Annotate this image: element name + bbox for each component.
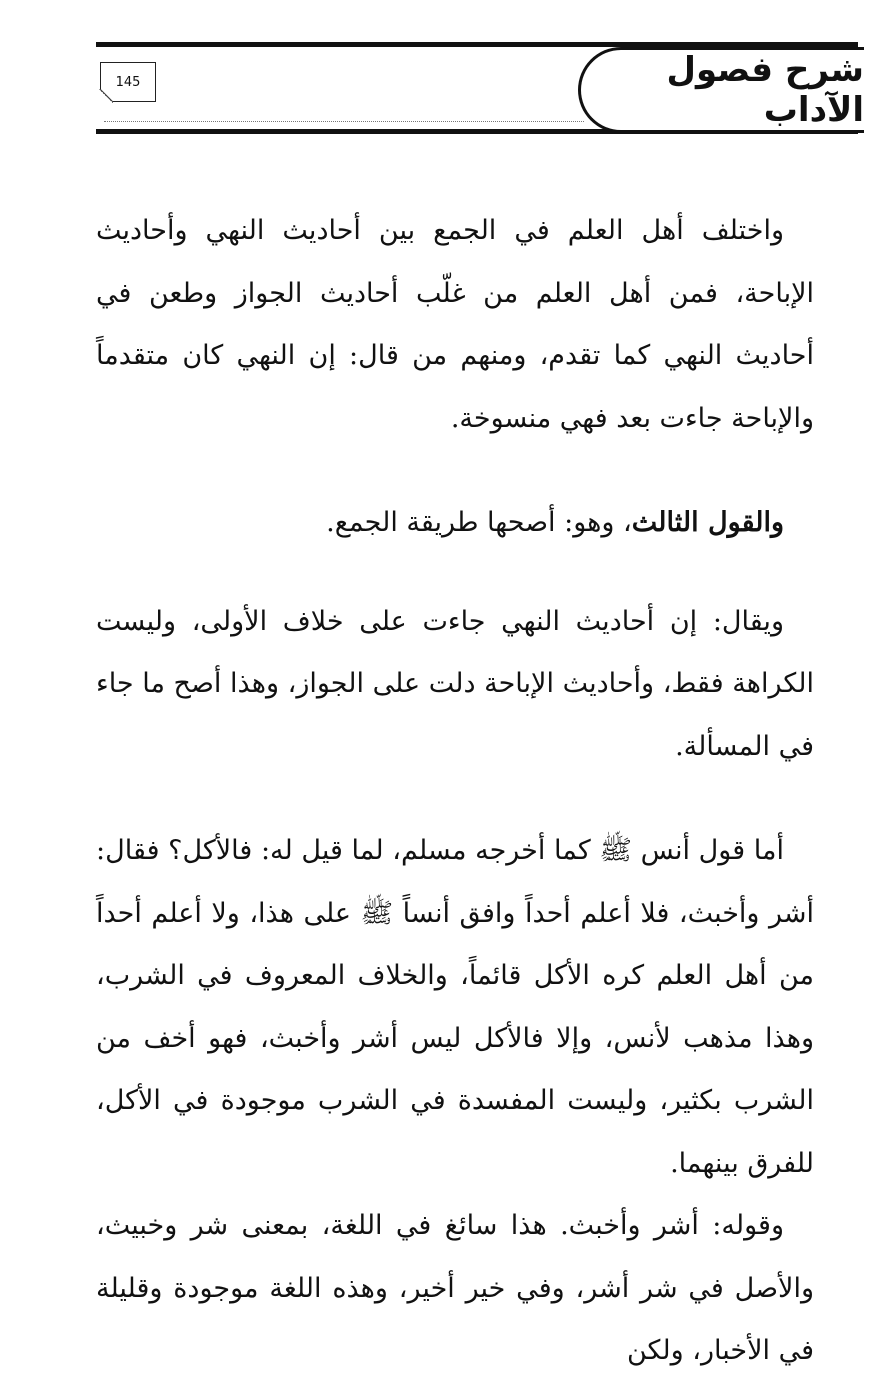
paragraph-2 <box>96 492 814 555</box>
paragraph-5-text: وقوله: أشر وأخبث. هذا سائغ في اللغة، بمعنى شر وخبيث، والأصل في شر أشر، وفي خير أخير، وهذه اللغة موجودة وقليلة في الأخبار، ولكن <box>96 1210 814 1366</box>
book-title: شرح فصول الآداب <box>666 50 864 130</box>
page-number-box <box>100 62 156 102</box>
paragraph-5 <box>96 1195 814 1383</box>
paragraph-3 <box>96 591 814 779</box>
paragraph-1-text: واختلف أهل العلم في الجمع بين أحاديث النهي وأحاديث الإباحة، فمن أهل العلم من غلّب أحاديث الجواز وطعن في أحاديث النهي كما تقدم، ومنهم من قال: إن النهي كان متقدماً والإباحة جاءت بعد فهي منسوخة. <box>96 215 814 434</box>
page-header <box>96 38 864 138</box>
page-number: 145 <box>115 74 141 90</box>
paragraph-2-text: ، وهو: أصحها طريقة الجمع. <box>326 507 632 538</box>
paragraph-1 <box>96 200 814 450</box>
paragraph-4-text: أما قول أنس ﷺ كما أخرجه مسلم، لما قيل له: فالأكل؟ فقال: أشر وأخبث، فلا أعلم أحداً وافق أنساً ﷺ على هذا، ولا أعلم أحداً من أهل العلم كره الأكل قائماً، والخلاف المعروف في الشرب، وهذا مذهب لأنس، وإلا فالأكل ليس أشر وأخبث، فهو أخف من الشرب بكثير، وليست المفسدة في الشرب موجودة في الأكل، للفرق بينهما. <box>96 835 814 1179</box>
paragraph-3-text: ويقال: إن أحاديث النهي جاءت على خلاف الأولى، وليست الكراهة فقط، وأحاديث الإباحة دلت على الجواز، وهذا أصح ما جاء في المسألة. <box>96 605 814 762</box>
paragraph-4 <box>96 820 814 1195</box>
page-body <box>96 200 814 1383</box>
title-pill <box>578 47 864 133</box>
header-dotted-rule <box>104 121 584 122</box>
paragraph-2-bold-lead: والقول الثالث <box>631 507 784 538</box>
